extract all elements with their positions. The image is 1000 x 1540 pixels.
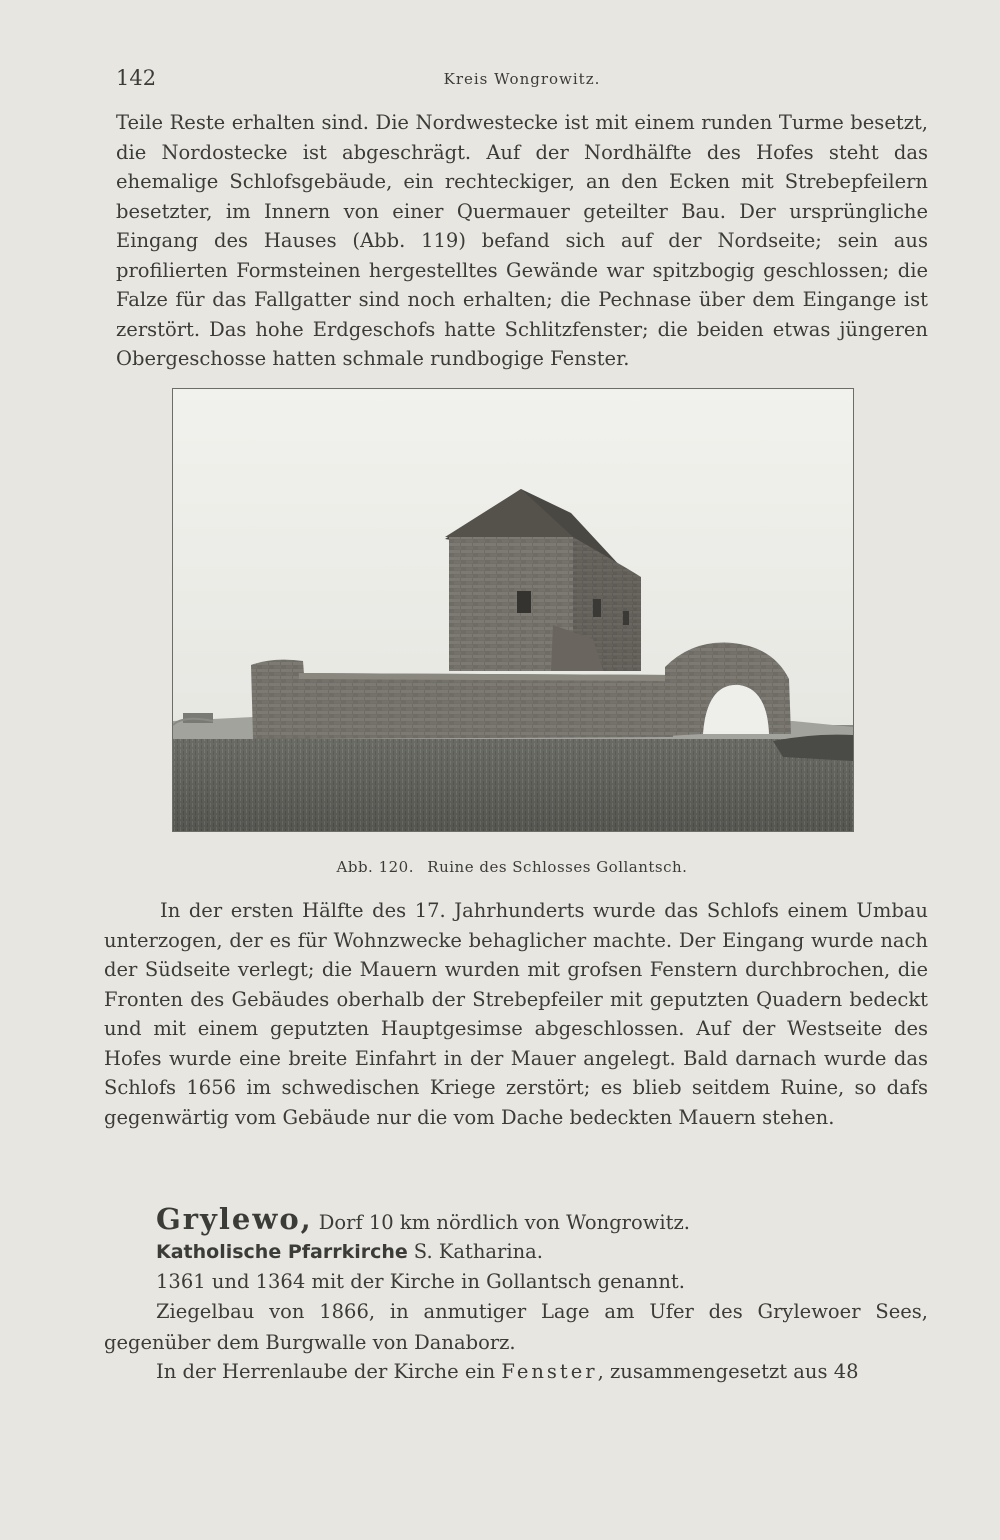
church-heading: Katholische Pfarrkirche	[156, 1241, 408, 1263]
paragraph-castle-history: In der ersten Hälfte des 17. Jahrhunderts wurde das Schlofs einem Umbau unterzogen, der es für Wohnzwecke behaglicher machte. Der Eingang wurde nach der Südseite verlegt; die Mauern wurden mit grofsen Fenstern durchbrochen, die Fronten des Gebäudes oberhalb der Strebepfeiler mit geputzten Quadern bedeckt und mit einem geputzten Hauptgesimse abgeschlossen. Auf der Westseite des Hofes wurde eine breite Einfahrt in der Mauer angelegt. Bald darnach wurde das Schlofs 1656 im schwedischen Kriege zerstört; es blieb seitdem Ruine, so dafs gegenwärtig vom Gebäude nur die vom Dache bedeckten Mauern stehen.	[104, 899, 928, 1129]
page-header	[116, 66, 928, 96]
window-text-start: In der Herrenlaube der Kirche ein	[156, 1360, 496, 1383]
entry-mention-line: 1361 und 1364 mit der Kirche in Gollantsch genannt.	[156, 1270, 685, 1293]
figure-caption-text: Ruine des Schlosses Gollantsch.	[427, 858, 688, 876]
window-text-end: , zusammengesetzt aus 48	[597, 1360, 859, 1383]
castle-ruin-image	[173, 389, 853, 831]
paragraph-window	[156, 1360, 926, 1383]
paragraph-church-building: Ziegelbau von 1866, in anmutiger Lage am Ufer des Grylewoer Sees, gegenüber dem Burgwalle von Danaborz.	[104, 1300, 928, 1354]
running-title: Kreis Wongrowitz.	[443, 70, 601, 88]
church-heading-line	[156, 1240, 926, 1263]
figure-caption	[172, 858, 852, 876]
place-name: Grylewo,	[156, 1202, 313, 1236]
window-text-spaced: Fenster	[501, 1360, 598, 1383]
place-description: Dorf 10 km nördlich von Wongrowitz.	[318, 1211, 690, 1234]
figure-castle-photo	[172, 388, 854, 832]
church-saint: S. Katharina.	[413, 1240, 543, 1263]
page-number: 142	[116, 66, 157, 90]
figure-label: Abb. 120.	[336, 858, 414, 876]
entry-title-line	[156, 1202, 926, 1236]
paragraph-castle-description: Teile Reste erhalten sind. Die Nordwestecke ist mit einem runden Turme besetzt, die Nordostecke ist abgeschrägt. Auf der Nordhälfte des Hofes steht das ehemalige Schlofsgebäude, ein rechteckiger, an den Ecken mit Strebepfeilern besetzter, im Innern von einer Quermauer geteilter Bau. Der ursprüngliche Eingang des Hauses (Abb. 119) befand sich auf der Nordseite; sein aus profilierten Formsteinen hergestelltes Gewände war spitzbogig geschlossen; die Falze für das Fallgatter sind noch erhalten; die Pechnase über dem Eingange ist zerstört. Das hohe Erdgeschofs hatte Schlitzfenster; die beiden etwas jüngeren Obergeschosse hatten schmale rundbogige Fenster.	[116, 111, 928, 370]
